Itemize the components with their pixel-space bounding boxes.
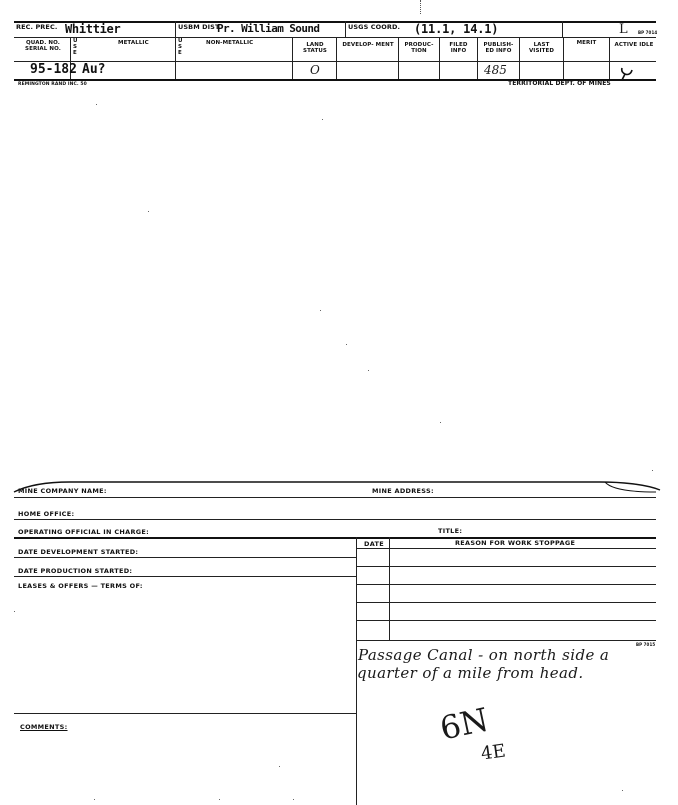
col-div-4	[398, 37, 399, 79]
usbm-dist-label: USBM DIST.	[178, 23, 222, 31]
development-header: DEVELOP- MENT	[342, 42, 394, 48]
header-divider	[14, 37, 656, 38]
usbm-dist-value: Pr. William Sound	[217, 22, 320, 35]
last-visited-header: LAST VISITED	[528, 42, 555, 54]
table-header-rule	[356, 548, 656, 549]
date-col-label: DATE	[364, 540, 384, 548]
table-row-4	[356, 620, 656, 621]
quad-no-label: QUAD. NO.	[26, 40, 60, 46]
date-production-label: DATE PRODUCTION STARTED:	[18, 567, 133, 575]
hand-mark-4e: 4E	[479, 740, 507, 765]
card-top-edge	[0, 470, 678, 500]
divider-a	[175, 21, 176, 79]
operating-official-label: OPERATING OFFICIAL IN CHARGE:	[18, 528, 150, 536]
metallic-header: METALLIC	[118, 40, 149, 46]
line-home-office	[14, 519, 656, 520]
reason-col-label: REASON FOR WORK STOPPAGE	[455, 539, 576, 547]
form-number-top: BP 7014	[638, 30, 658, 35]
hand-mark-6n: 6N	[436, 700, 492, 748]
col-div-6	[477, 37, 478, 79]
rec-prec-value: Whittier	[65, 22, 121, 36]
col-div-2	[292, 37, 293, 79]
footer-left: REMINGTON RAND INC. 50	[18, 82, 87, 87]
quad-serial-value: 95-182	[30, 62, 77, 77]
use-header-nonmetallic: U S E	[178, 38, 183, 56]
leases-label: LEASES & OFFERS — TERMS OF:	[18, 582, 143, 590]
corner-mark: L	[619, 22, 628, 37]
land-status-value: O	[310, 63, 320, 77]
comments-label: COMMENTS:	[20, 723, 68, 731]
registration-tick	[420, 0, 421, 14]
title-label: TITLE:	[438, 527, 463, 535]
date-col-divider	[389, 537, 390, 640]
table-bottom-rule	[356, 640, 656, 641]
table-row-3	[356, 602, 656, 603]
footer-right: TERRITORIAL DEPT. OF MINES	[508, 80, 611, 87]
mine-company-label: MINE COMPANY NAME:	[18, 487, 107, 495]
line-date-dev	[14, 557, 356, 558]
production-header: PRODUC- TION	[404, 42, 434, 54]
col-div-3	[336, 37, 337, 79]
usgs-coord-label: USGS COORD.	[348, 23, 401, 31]
col-div-7	[519, 37, 520, 79]
line-company	[14, 497, 656, 498]
home-office-label: HOME OFFICE:	[18, 510, 75, 518]
row-divider	[14, 61, 656, 62]
filed-info-header: FILED INFO	[449, 42, 468, 54]
quad-serial-header	[16, 40, 70, 52]
non-metallic-header: NON-METALLIC	[206, 40, 254, 46]
divider-b	[345, 21, 346, 37]
usgs-coord-value: (11.1, 14.1)	[414, 22, 499, 36]
divider-c	[562, 21, 563, 37]
land-status-header: LAND STATUS	[303, 42, 327, 54]
rec-prec-label: REC. PREC.	[16, 23, 58, 31]
table-row-2	[356, 584, 656, 585]
serial-no-label: SERIAL NO.	[25, 46, 61, 52]
use-header-metallic: U S E	[73, 38, 78, 56]
active-idle-mark	[618, 62, 638, 82]
col-div-5	[439, 37, 440, 79]
note-line-2: quarter of a mile from head.	[357, 664, 584, 682]
note-line-1: Passage Canal - on north side a	[358, 646, 610, 664]
line-date-prod	[14, 576, 356, 577]
col-div-9	[609, 37, 610, 79]
published-info-header: PUBLISH- ED INFO	[483, 42, 514, 54]
table-row-1	[356, 566, 656, 567]
merit-header: MERIT	[576, 40, 597, 46]
active-idle-header: ACTIVE IDLE	[614, 42, 654, 48]
mine-address-label: MINE ADDRESS:	[372, 487, 434, 495]
form-number-bottom: BP 7015	[636, 642, 656, 647]
line-comments-top	[14, 713, 356, 714]
metallic-value: Au?	[82, 62, 106, 77]
col-div-8	[563, 37, 564, 79]
date-development-label: DATE DEVELOPMENT STARTED:	[18, 548, 139, 556]
published-info-value: 485	[484, 63, 507, 77]
